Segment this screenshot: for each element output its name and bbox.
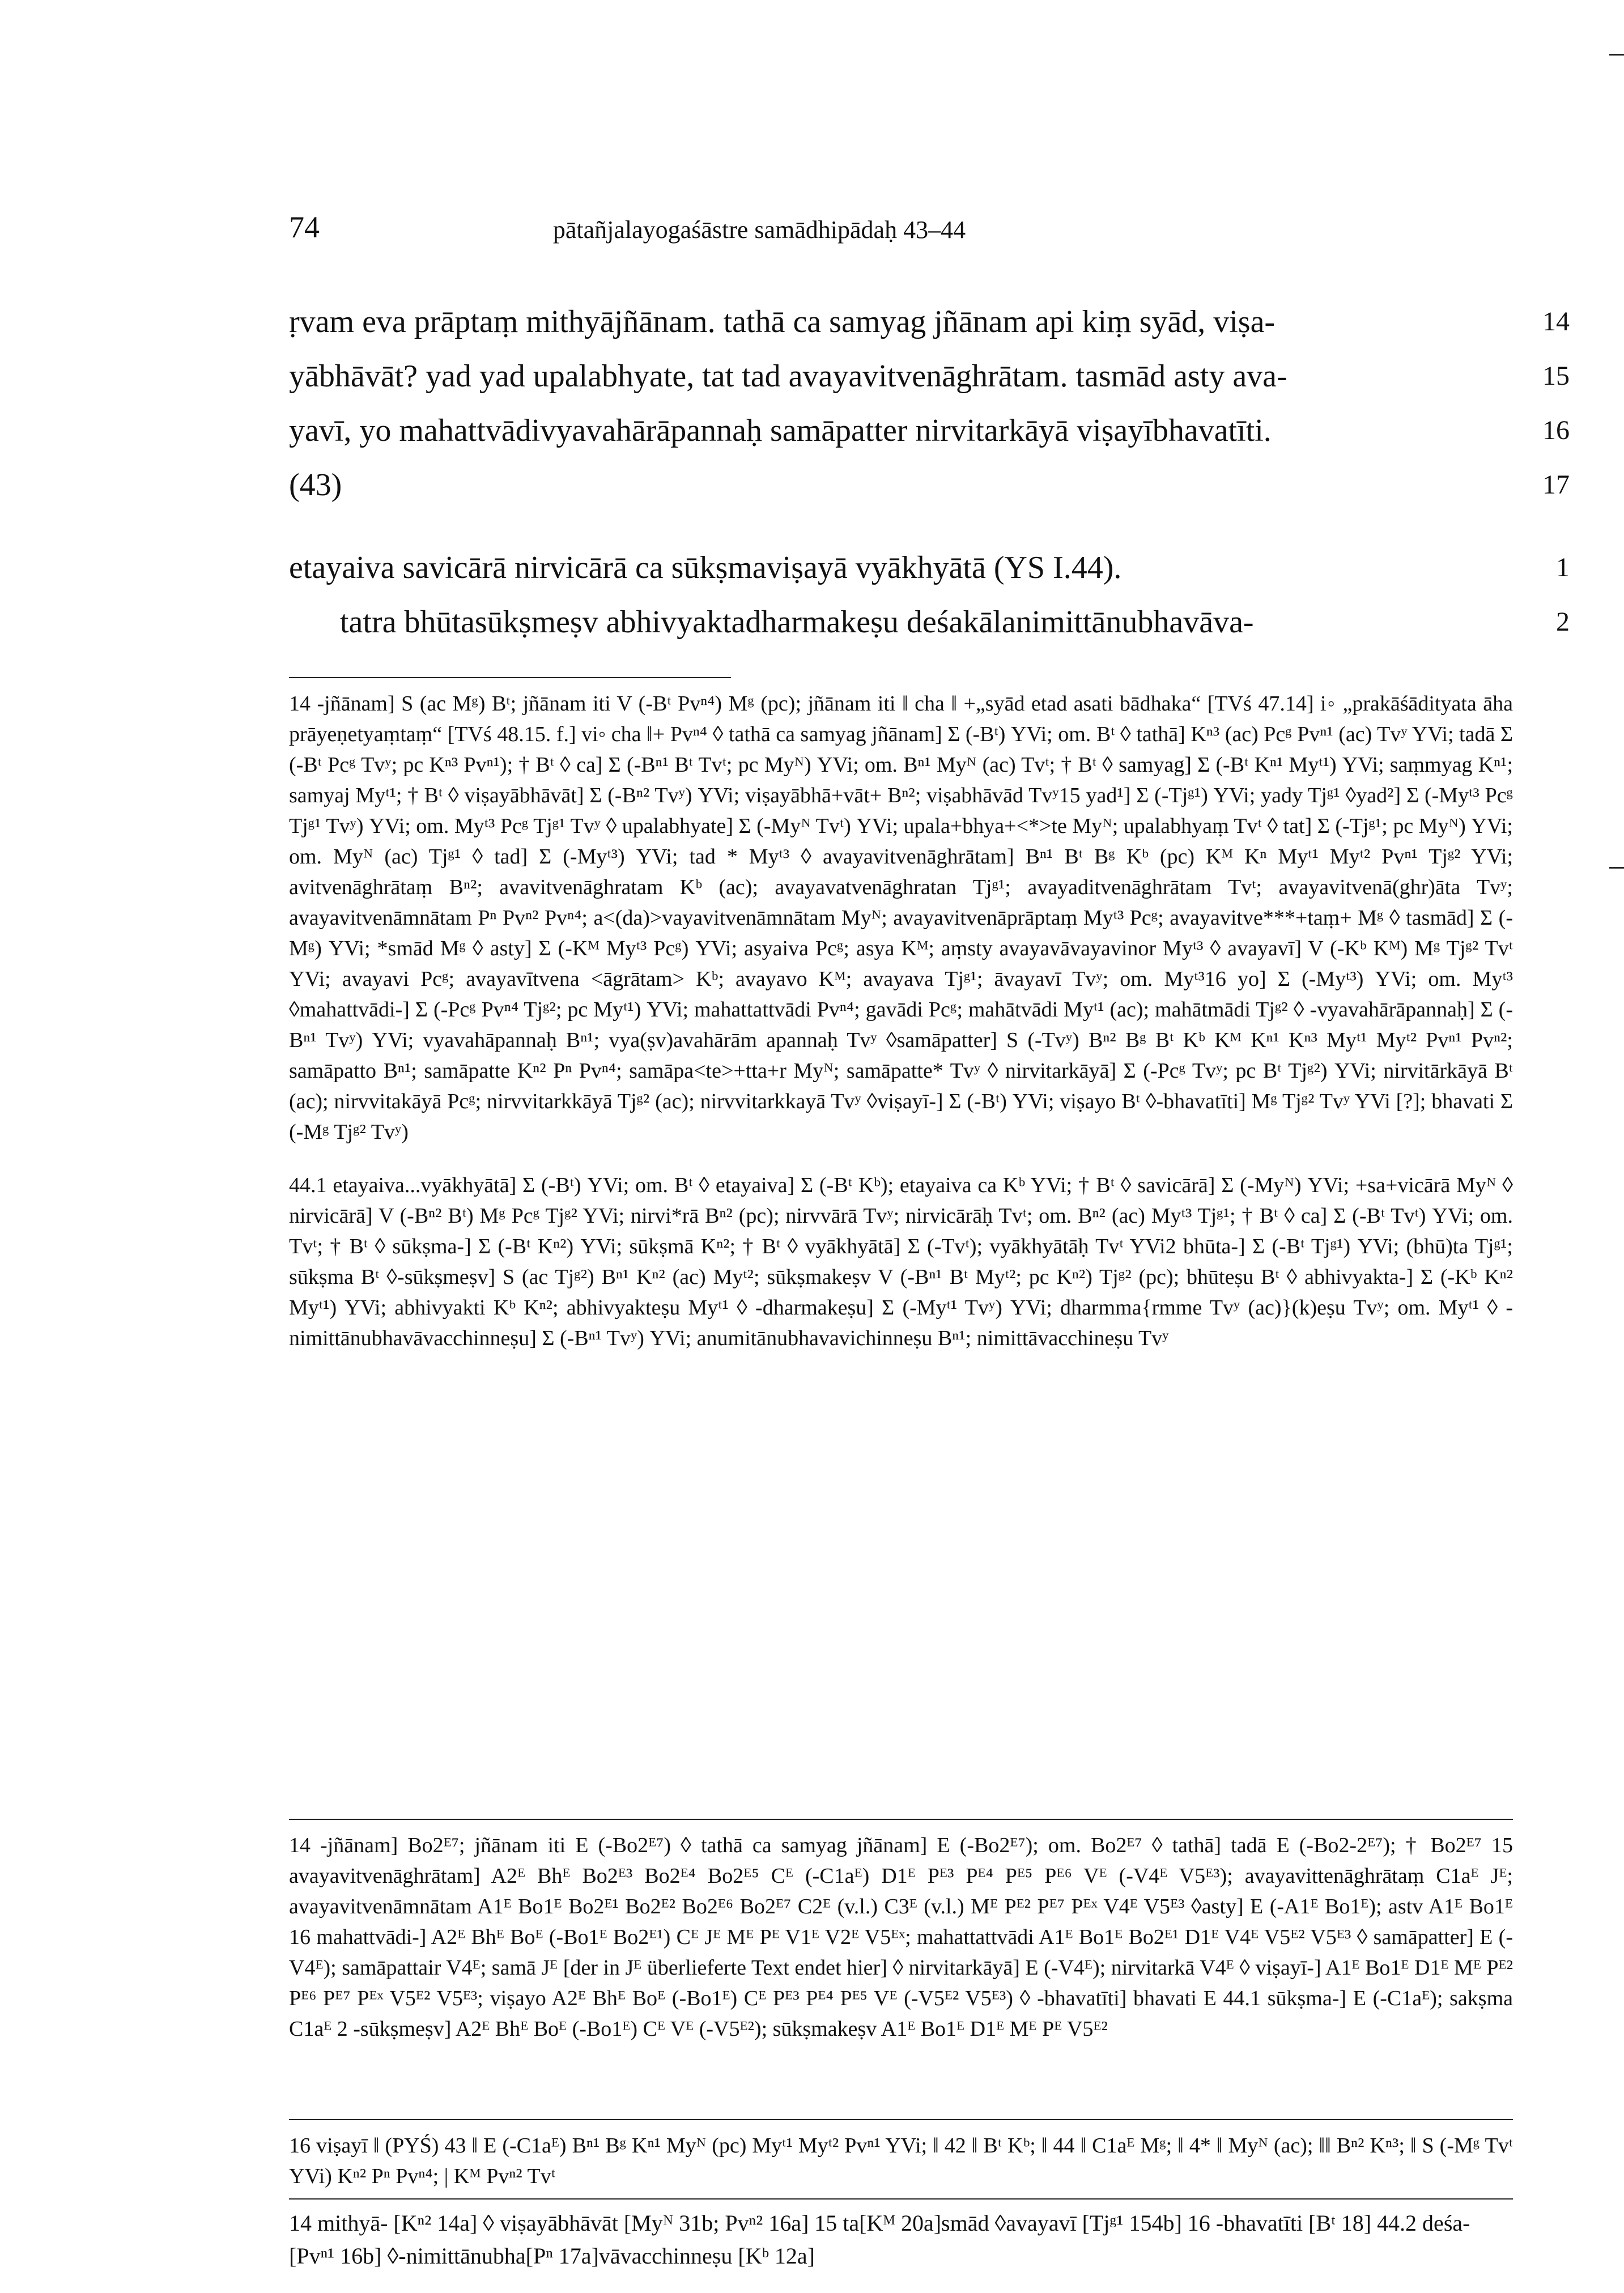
line-number: 16 bbox=[1542, 415, 1570, 445]
line-text: tatra bhūtasūkṣmeṣv abhivyaktadharmakeṣu deśakālanimittānubhavāva- bbox=[340, 605, 1254, 640]
main-text-block bbox=[289, 295, 1570, 649]
line-number: 17 bbox=[1542, 470, 1570, 500]
sutra-line bbox=[289, 541, 1570, 595]
folio-references bbox=[289, 2207, 1513, 2273]
line-number: 1 bbox=[1556, 552, 1570, 582]
critical-apparatus-2 bbox=[289, 1830, 1513, 2044]
apparatus-divider bbox=[289, 1819, 1513, 1820]
running-title: pātañjalayogaśāstre samādhipādaḥ 43–44 bbox=[552, 216, 966, 244]
line-number: 14 bbox=[1542, 307, 1570, 337]
page-number: 74 bbox=[289, 210, 320, 244]
text-line bbox=[289, 403, 1570, 458]
line-text: (43) bbox=[289, 467, 342, 503]
scan-edge-mark bbox=[1609, 867, 1624, 869]
folio-entry: 14 mithyā- [Kⁿ² 14a] ◊ viṣayābhāvāt [Myᴺ 31b; Pvⁿ² 16a] 15 ta[Kᴹ 20a]smād ◊avayavī [Tjᵍ¹ 154b] 16 -bhavatīti [Bᵗ 18] 44.2 deśa- [Pvⁿ¹ 16b] ◊-nimittānubha[Pⁿ 17a]vāvacchinneṣu [Kᵇ 12a] bbox=[289, 2210, 1470, 2269]
apparatus-entry: 14 -jñānam] S (ac Mᵍ) Bᵗ; jñānam iti V (-Bᵗ Pvⁿ⁴) Mᵍ (pc); jñānam iti ‖ cha ‖ +„syād etad asati bādhaka“ [TVś 47.14] i◦ „prakāśādityata āha prāyeṇetyaṃtaṃ“ [TVś 48.15. f.] vi◦ cha ‖+ Pvⁿ⁴ ◊ tathā ca samyag jñānam] Σ (-Bᵗ) YVi; om. Bᵗ ◊ tathā] Kⁿ³ (ac) Pcᵍ Pvⁿ¹ (ac) Tvʸ YVi; tadā Σ (-Bᵗ Pcᵍ Tvʸ; pc Kⁿ³ Pvⁿ¹); † Bᵗ ◊ ca] Σ (-Bⁿ¹ Bᵗ Tvᵗ; pc Myᴺ) YVi; om. Bⁿ¹ Myᴺ (ac) Tvᵗ; † Bᵗ ◊ samyag] Σ (-Bᵗ Kⁿ¹ Myᵗ¹) YVi; saṃmyag Kⁿ¹; samyaj Myᵗ¹; † Bᵗ ◊ viṣayābhāvāt] Σ (-Bⁿ² Tvʸ) YVi; viṣayābhā+vāt+ Bⁿ²; viṣabhāvād Tvʸ15 yad¹] Σ (-Tjᵍ¹) YVi; yady Tjᵍ¹ ◊yad²] Σ (-Myᵗ³ Pcᵍ Tjᵍ¹ Tvʸ) YVi; om. Myᵗ³ Pcᵍ Tjᵍ¹ Tvʸ ◊ upalabhyate] Σ (-Myᴺ Tvᵗ) YVi; upala+bhya+<*>te Myᴺ; upalabhyaṃ Tvᵗ ◊ tat] Σ (-Tjᵍ¹; pc Myᴺ) YVi; om. Myᴺ (ac) Tjᵍ¹ ◊ tad] Σ (-Myᵗ³) YVi; tad * Myᵗ³ ◊ avayavitvenāghrātam] Bⁿ¹ Bᵗ Bᵍ Kᵇ (pc) Kᴹ Kⁿ Myᵗ¹ Myᵗ² Pvⁿ¹ Tjᵍ² YVi; avitvenāghrātaṃ Bⁿ²; avavitvenāghratam Kᵇ (ac); avayavatvenāghratan Tjᵍ¹; avayaditvenāghrātam Tvᵗ; avayavitvenā(ghr)āta Tvʸ; avayavitvenāmnātam Pⁿ Pvⁿ² Pvⁿ⁴; a<(da)>vayavitvenāmnātam Myᴺ; avayavitvenāprāptaṃ Myᵗ³ Pcᵍ; avayavitve***+taṃ+ Mᵍ ◊ tasmād] Σ (-Mᵍ) YVi; *smād Mᵍ ◊ asty] Σ (-Kᴹ Myᵗ³ Pcᵍ) YVi; asyaiva Pcᵍ; asya Kᴹ; aṃsty avayavāvayavinor Myᵗ³ ◊ avayavī] V (-Kᵇ Kᴹ) Mᵍ Tjᵍ² Tvᵗ YVi; avayavi Pcᵍ; avayavītvena <āgrātam> Kᵇ; avayavo Kᴹ; avayava Tjᵍ¹; āvayavī Tvʸ; om. Myᵗ³16 yo] Σ (-Myᵗ³) YVi; om. Myᵗ³ ◊mahattvādi-] Σ (-Pcᵍ Pvⁿ⁴ Tjᵍ²; pc Myᵗ¹) YVi; mahattattvādi Pvⁿ⁴; gavādi Pcᵍ; mahātvādi Myᵗ¹ (ac); mahātmādi Tjᵍ² ◊ -vyavahārāpannaḥ] Σ (-Bⁿ¹ Tvʸ) YVi; vyavahāpannaḥ Bⁿ¹; vya(ṣv)avahārām apannaḥ Tvʸ ◊samāpatter] S (-Tvʸ) Bⁿ² Bᵍ Bᵗ Kᵇ Kᴹ Kⁿ¹ Kⁿ³ Myᵗ¹ Myᵗ² Pvⁿ¹ Pvⁿ²; samāpatto Bⁿ¹; samāpatte Kⁿ² Pⁿ Pvⁿ⁴; samāpa<te>+tta+r Myᴺ; samāpatte* Tvʸ ◊ nirvitarkāyā] Σ (-Pcᵍ Tvʸ; pc Bᵗ Tjᵍ²) YVi; nirvitārkāyā Bᵗ (ac); nirvvitakāyā Pcᵍ; nirvvitarkkāyā Tjᵍ² (ac); nirvvitarkkayā Tvʸ ◊viṣayī-] Σ (-Bᵗ) YVi; viṣayo Bᵗ ◊-bhavatīti] Mᵍ Tjᵍ² Tvʸ YVi [?]; bhavati Σ (-Mᵍ Tjᵍ² Tvʸ) bbox=[289, 692, 1513, 1144]
critical-apparatus-1 bbox=[289, 688, 1513, 1354]
line-text: ṛvam eva prāptaṃ mithyājñānam. tathā ca samyag jñānam api kiṃ syād, viṣa- bbox=[289, 304, 1276, 339]
text-line bbox=[289, 349, 1570, 403]
text-line bbox=[289, 458, 1570, 512]
apparatus-entry: 14 -jñānam] Bo2ᴱ⁷; jñānam iti E (-Bo2ᴱ⁷) ◊ tathā ca samyag jñānam] E (-Bo2ᴱ⁷); om. Bo2ᴱ⁷ ◊ tathā] tadā E (-Bo2-2ᴱ⁷); † Bo2ᴱ⁷ 15 avayavitvenāghrātam] A2ᴱ Bhᴱ Bo2ᴱ³ Bo2ᴱ⁴ Bo2ᴱ⁵ Cᴱ (-C1aᴱ) D1ᴱ Pᴱ³ Pᴱ⁴ Pᴱ⁵ Pᴱ⁶ Vᴱ (-V4ᴱ V5ᴱ³); avayavittenāghrātaṃ C1aᴱ Jᴱ; avayavitvenāmnātam A1ᴱ Bo1ᴱ Bo2ᴱ¹ Bo2ᴱ² Bo2ᴱ⁶ Bo2ᴱ⁷ C2ᴱ (v.l.) C3ᴱ (v.l.) Mᴱ Pᴱ² Pᴱ⁷ Pᴱˣ V4ᴱ V5ᴱ³ ◊asty] E (-A1ᴱ Bo1ᴱ); astv A1ᴱ Bo1ᴱ 16 mahattvādi-] A2ᴱ Bhᴱ Boᴱ (-Bo1ᴱ Bo2ᴱ¹) Cᴱ Jᴱ Mᴱ Pᴱ V1ᴱ V2ᴱ V5ᴱˣ; mahattattvādi A1ᴱ Bo1ᴱ Bo2ᴱ¹ D1ᴱ V4ᴱ V5ᴱ² V5ᴱ³ ◊ samāpatter] E (-V4ᴱ); samāpattair V4ᴱ; samā Jᴱ [der in Jᴱ überlieferte Text endet hier] ◊ nirvitarkāyā] E (-V4ᴱ); nirvitarkā V4ᴱ ◊ viṣayī-] A1ᴱ Bo1ᴱ D1ᴱ Mᴱ Pᴱ² Pᴱ⁶ Pᴱ⁷ Pᴱˣ V5ᴱ² V5ᴱ³; viṣayo A2ᴱ Bhᴱ Boᴱ (-Bo1ᴱ) Cᴱ Pᴱ³ Pᴱ⁴ Pᴱ⁵ Vᴱ (-V5ᴱ² V5ᴱ³) ◊ -bhavatīti] bhavati E 44.1 sūkṣma-] E (-C1aᴱ); sakṣma C1aᴱ 2 -sūkṣmeṣv] A2ᴱ Bhᴱ Boᴱ (-Bo1ᴱ) Cᴱ Vᴱ (-V5ᴱ²); sūkṣmakeṣv A1ᴱ Bo1ᴱ D1ᴱ Mᴱ Pᴱ V5ᴱ² bbox=[289, 1833, 1513, 2041]
critical-apparatus-3 bbox=[289, 2130, 1513, 2192]
scan-edge-mark bbox=[1609, 54, 1624, 56]
text-line bbox=[289, 295, 1570, 349]
footnote-divider bbox=[289, 677, 731, 678]
line-number: 15 bbox=[1542, 361, 1570, 391]
sutra-text: etayaiva savicārā nirvicārā ca sūkṣmaviṣayā vyākhyātā (YS I.44). bbox=[289, 550, 1122, 585]
text-line bbox=[289, 595, 1570, 649]
apparatus-entry: 44.1 etayaiva...vyākhyātā] Σ (-Bᵗ) YVi; om. Bᵗ ◊ etayaiva] Σ (-Bᵗ Kᵇ); etayaiva ca Kᵇ YVi; † Bᵗ ◊ savicārā] Σ (-Myᴺ) YVi; +sa+vicārā Myᴺ ◊ nirvicārā] V (-Bⁿ² Bᵗ) Mᵍ Pcᵍ Tjᵍ² YVi; nirvi*rā Bⁿ² (pc); nirvvārā Tvʸ; nirvicārāḥ Tvᵗ; om. Bⁿ² (ac) Myᵗ³ Tjᵍ¹; † Bᵗ ◊ ca] Σ (-Bᵗ Tvᵗ) YVi; om. Tvᵗ; † Bᵗ ◊ sūkṣma-] Σ (-Bᵗ Kⁿ²) YVi; sūkṣmā Kⁿ²; † Bᵗ ◊ vyākhyātā] Σ (-Tvᵗ); vyākhyātāḥ Tvᵗ YVi2 bhūta-] Σ (-Bᵗ Tjᵍ¹) YVi; (bhū)ta Tjᵍ¹; sūkṣma Bᵗ ◊-sūkṣmeṣv] S (ac Tjᵍ²) Bⁿ¹ Kⁿ² (ac) Myᵗ²; sūkṣmakeṣv V (-Bⁿ¹ Bᵗ Myᵗ²; pc Kⁿ²) Tjᵍ² (pc); bhūteṣu Bᵗ ◊ abhivyakta-] Σ (-Kᵇ Kⁿ² Myᵗ¹) YVi; abhivyakti Kᵇ Kⁿ²; abhivyakteṣu Myᵗ¹ ◊ -dharmakeṣu] Σ (-Myᵗ¹ Tvʸ) YVi; dharmma{rmme Tvʸ (ac)}(k)eṣu Tvʸ; om. Myᵗ¹ ◊ -nimittānubhavāvacchinneṣu] Σ (-Bⁿ¹ Tvʸ) YVi; anumitānubhavavichinneṣu Bⁿ¹; nimittāvacchineṣu Tvʸ bbox=[289, 1173, 1513, 1350]
apparatus-divider bbox=[289, 2198, 1513, 2200]
page-header bbox=[289, 210, 1230, 255]
apparatus-divider bbox=[289, 2119, 1513, 2120]
line-text: yavī, yo mahattvādivyavahārāpannaḥ samāpatter nirvitarkāyā viṣayībhavatīti. bbox=[289, 413, 1272, 448]
line-number: 2 bbox=[1556, 607, 1570, 637]
line-text: yābhāvāt? yad yad upalabhyate, tat tad avayavitvenāghrātam. tasmād asty ava- bbox=[289, 359, 1287, 394]
apparatus-entry: 16 viṣayī ‖ (PYŚ) 43 ‖ E (-C1aᴱ) Bⁿ¹ Bᵍ Kⁿ¹ Myᴺ (pc) Myᵗ¹ Myᵗ² Pvⁿ¹ YVi; ‖ 42 ‖ Bᵗ Kᵇ; ‖ 44 ‖ C1aᴱ Mᵍ; ‖ 4* ‖ Myᴺ (ac); ‖‖ Bⁿ² Kⁿ³; ‖ S (-Mᵍ Tvᵗ YVi) Kⁿ² Pⁿ Pvⁿ⁴; | Kᴹ Pvⁿ² Tvᵗ bbox=[289, 2134, 1513, 2188]
